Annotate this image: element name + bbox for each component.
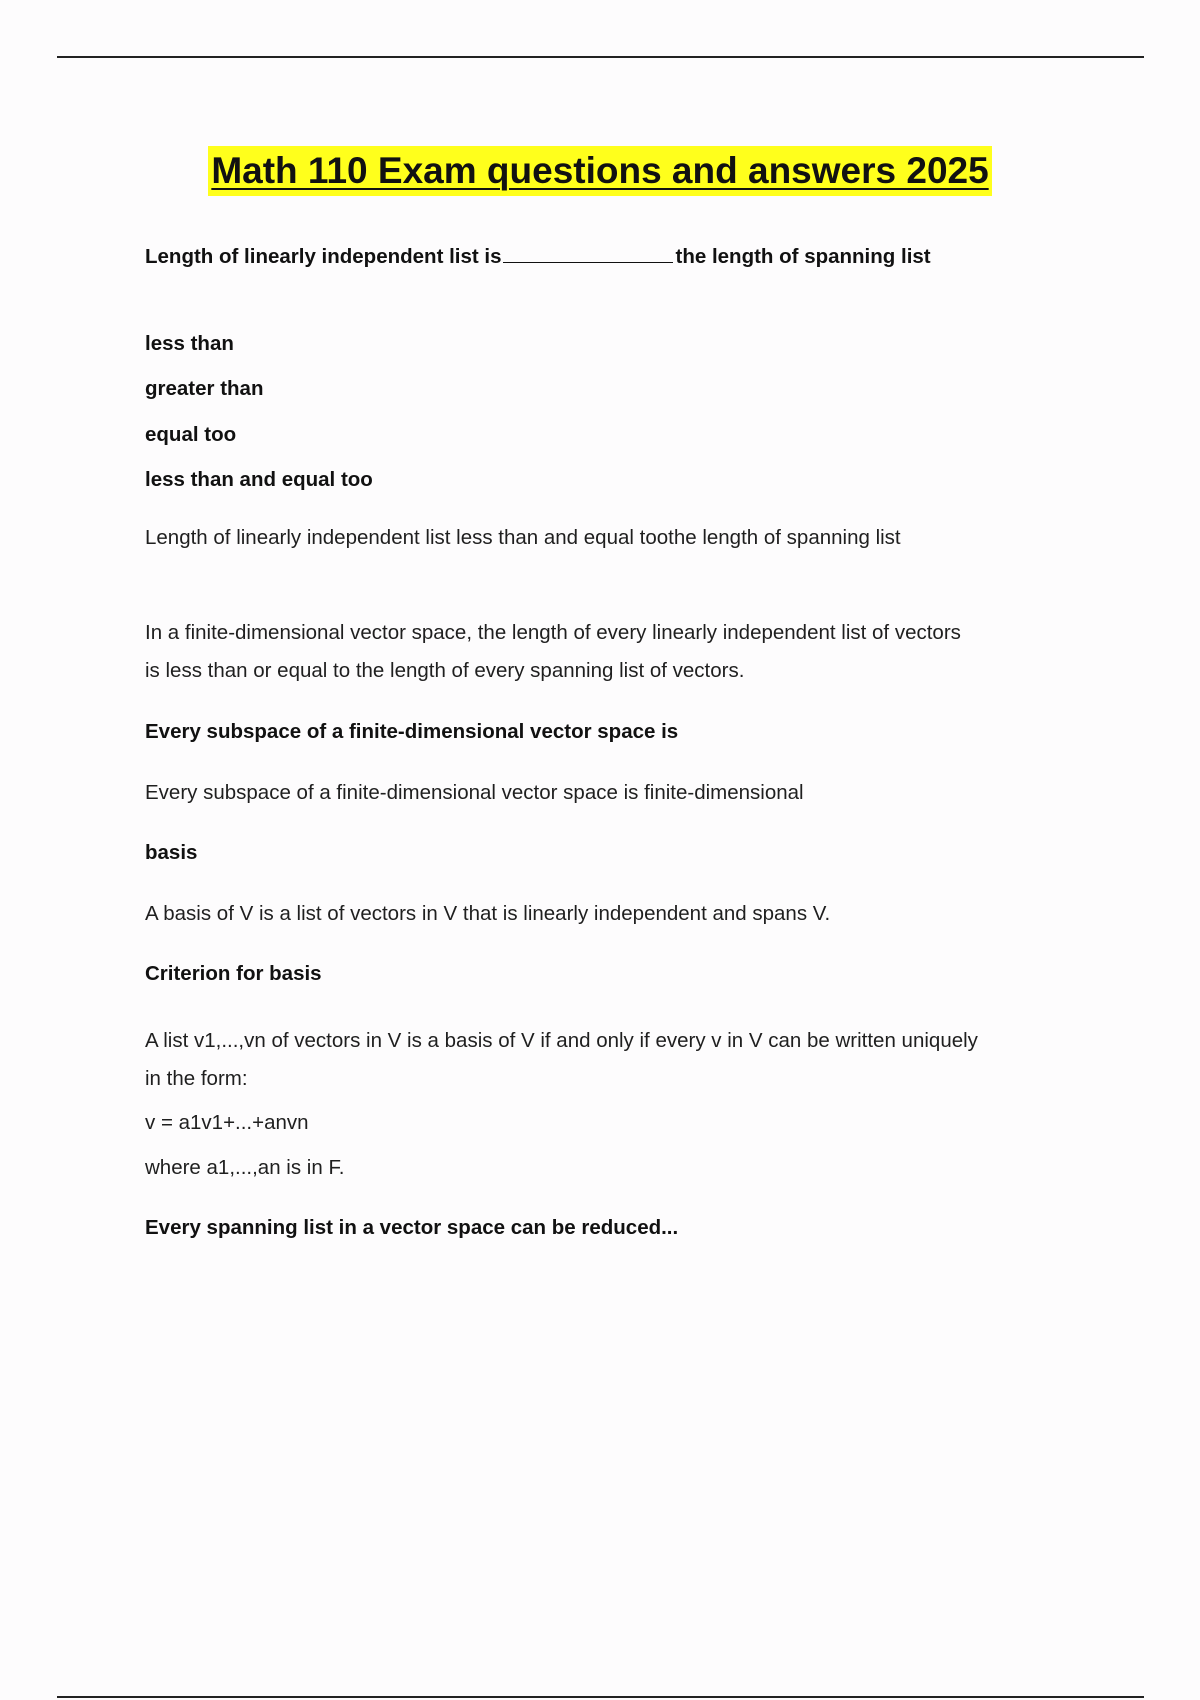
title-container bbox=[0, 146, 1200, 196]
question-5: Every spanning list in a vector space can be reduced... bbox=[145, 1216, 679, 1239]
answer-3: A basis of V is a list of vectors in V that is linearly independent and spans V. bbox=[145, 902, 831, 925]
option-3: equal too bbox=[145, 423, 237, 446]
top-rule bbox=[57, 56, 1144, 58]
answer-2: Every subspace of a finite-dimensional vector space is finite-dimensional bbox=[145, 781, 804, 804]
question-1-suffix: the length of spanning list bbox=[675, 245, 931, 268]
answer-1: Length of linearly independent list less than and equal toothe length of spanning list bbox=[145, 526, 901, 549]
question-1 bbox=[145, 238, 1065, 276]
answer-4-line-3: v = a1v1+...+anvn bbox=[145, 1111, 309, 1134]
bottom-rule bbox=[57, 1696, 1144, 1698]
question-2: Every subspace of a finite-dimensional vector space is bbox=[145, 720, 679, 743]
document-title: Math 110 Exam questions and answers 2025 bbox=[208, 146, 991, 196]
answer-4-line-1: A list v1,...,vn of vectors in V is a basis of V if and only if every v in V can be written uniquely bbox=[145, 1029, 978, 1052]
option-1: less than bbox=[145, 332, 234, 355]
question-4: Criterion for basis bbox=[145, 962, 322, 985]
option-2: greater than bbox=[145, 377, 264, 400]
option-4: less than and equal too bbox=[145, 468, 373, 491]
answer-4-line-4: where a1,...,an is in F. bbox=[145, 1156, 345, 1179]
explanation-line-2: is less than or equal to the length of every spanning list of vectors. bbox=[145, 659, 745, 682]
question-3: basis bbox=[145, 841, 198, 864]
explanation-line-1: In a finite-dimensional vector space, the length of every linearly independent list of vectors bbox=[145, 621, 961, 644]
answer-4-line-2: in the form: bbox=[145, 1067, 248, 1090]
answer-blank bbox=[503, 244, 673, 263]
question-1-prefix: Length of linearly independent list is bbox=[145, 245, 502, 268]
